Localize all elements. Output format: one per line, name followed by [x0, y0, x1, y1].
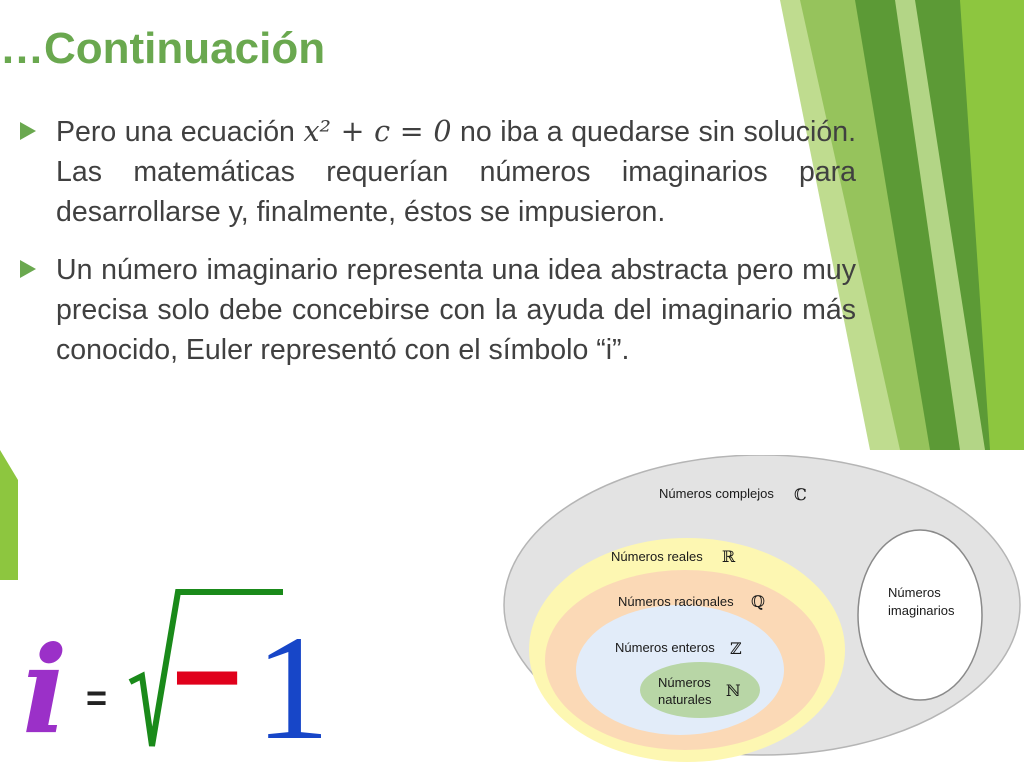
label-complex: Números complejos — [659, 486, 774, 501]
label-integer: Números enteros — [615, 640, 715, 655]
label-imaginary-1: Números — [888, 585, 941, 600]
triangle-bullet-icon — [20, 260, 36, 278]
label-rational: Números racionales — [618, 594, 734, 609]
label-natural-1: Números — [658, 675, 711, 690]
bullet-text: Un número imaginario representa una idea abstracta pero muy precisa solo debe concebirse con la ayuda del imaginario más conocido, Euler representó con el símbolo “i”. — [56, 254, 856, 366]
bullet-item — [20, 112, 856, 232]
symbol-natural: ℕ — [726, 681, 741, 700]
bullet-text-before: Pero una ecuación — [56, 116, 304, 148]
formula-equals: = — [86, 677, 108, 718]
formula-i: i — [22, 620, 68, 761]
triangle-bullet-icon — [20, 122, 36, 140]
bullet-text — [56, 112, 856, 232]
symbol-rational: ℚ — [751, 592, 765, 611]
label-natural-2: naturales — [658, 692, 712, 707]
symbol-complex: ℂ — [794, 485, 807, 504]
equation: 𝑥² + 𝑐 = 0 — [303, 115, 452, 148]
formula-one: 1 — [255, 605, 330, 768]
natural-set — [640, 662, 760, 718]
formula-minus: − — [172, 610, 243, 744]
label-real: Números reales — [611, 549, 703, 564]
bullet-list — [20, 112, 856, 388]
imaginary-unit-formula — [0, 570, 330, 768]
symbol-integer: ℤ — [730, 639, 742, 658]
label-imaginary-2: imaginarios — [888, 603, 955, 618]
number-sets-diagram — [500, 455, 1024, 768]
bullet-text-after: no iba a quedarse sin solución. Las matemáticas requerían números imaginarios para desarrollarse y, finalmente, éstos se impusieron. — [56, 116, 857, 228]
symbol-real: ℝ — [722, 547, 736, 566]
slide-title: …Continuación — [0, 24, 326, 73]
bullet-item — [20, 250, 856, 370]
